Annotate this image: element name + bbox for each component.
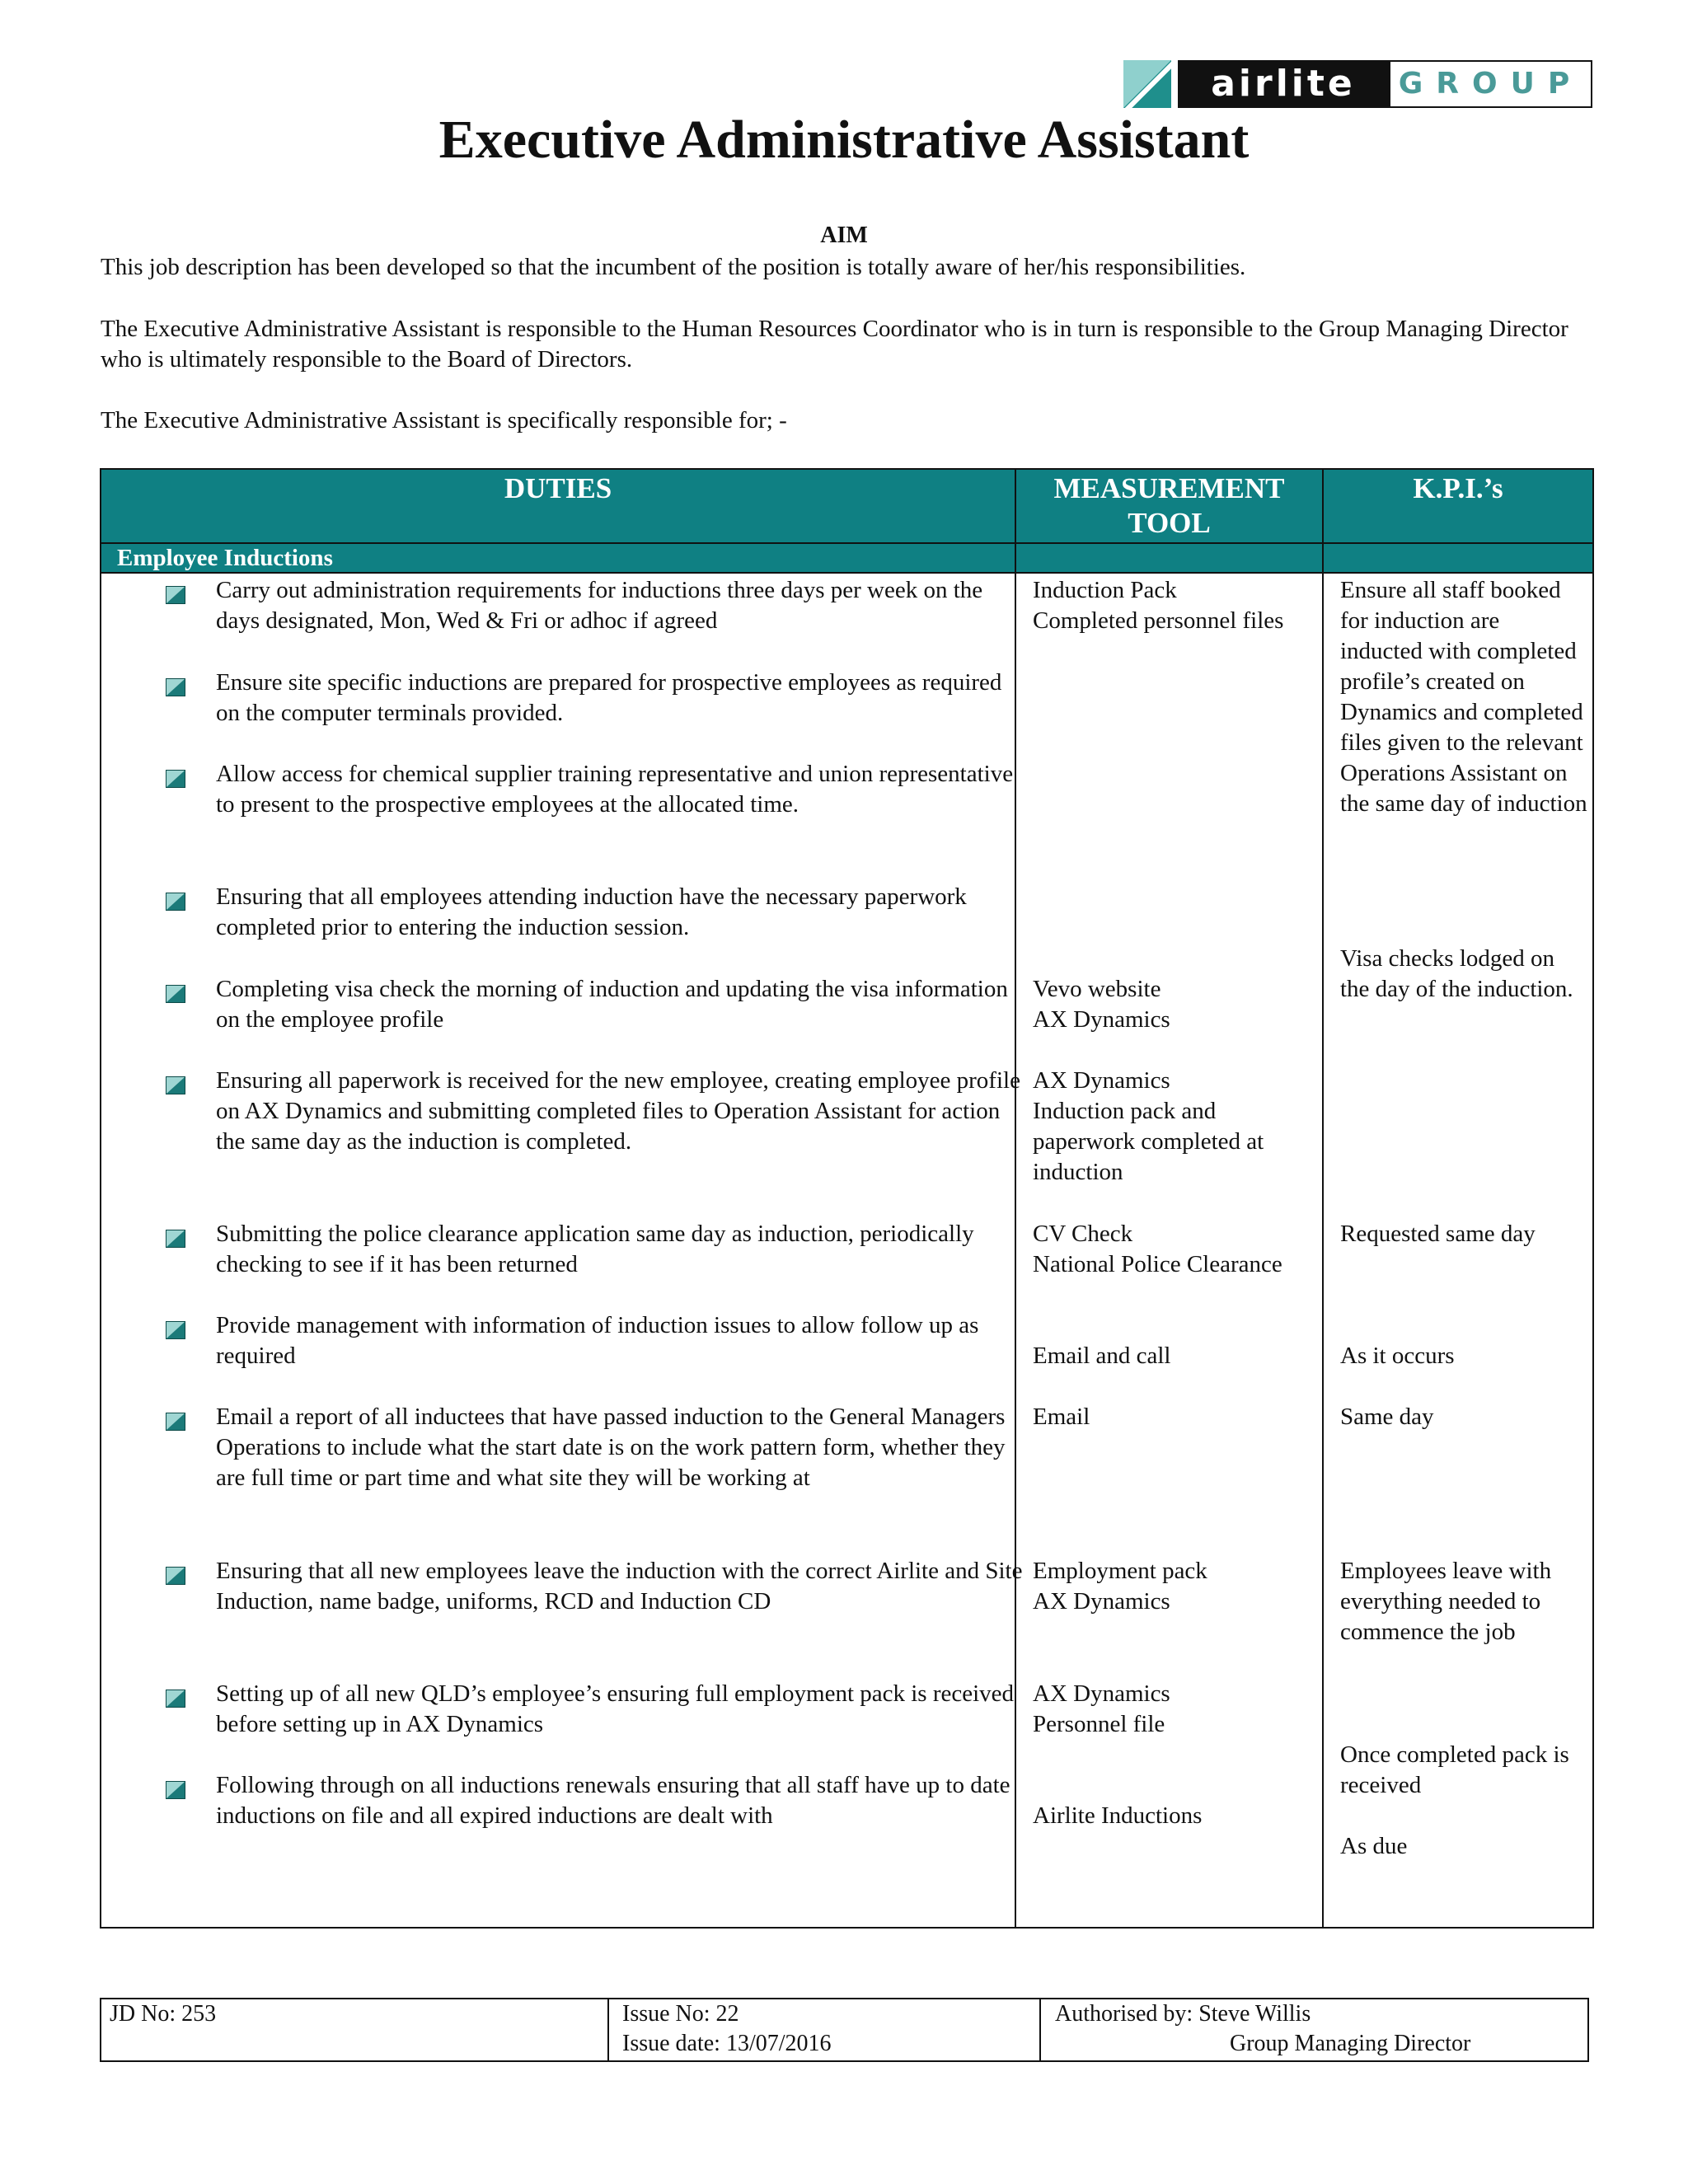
bullet-icon	[166, 1413, 185, 1431]
bullet-icon	[166, 1567, 185, 1585]
bullet-icon	[166, 1230, 185, 1248]
measurement-item: Personnel file	[1033, 1711, 1165, 1737]
document-title: Executive Administrative Assistant	[438, 110, 1250, 170]
kpi-item: Same day	[1340, 1404, 1434, 1430]
column-divider	[1322, 470, 1324, 1927]
measurement-item: Completed personnel files	[1033, 607, 1284, 634]
measurement-item: AX Dynamics	[1033, 1067, 1170, 1094]
bullet-icon	[166, 1690, 185, 1708]
footer-divider	[1039, 1999, 1041, 2060]
measurement-item: AX Dynamics	[1033, 1006, 1170, 1033]
aim-paragraph: This job description has been developed so that the incumbent of the position is totally aware of her/his responsibilities.	[101, 254, 1246, 280]
measurement-item: Email and call	[1033, 1343, 1171, 1369]
bullet-icon	[166, 586, 185, 604]
airlite-logo-mark-icon	[1123, 60, 1171, 108]
measurement-item: Vevo website	[1033, 976, 1161, 1002]
responsibility-intro: The Executive Administrative Assistant is specifically responsible for; -	[101, 407, 787, 434]
kpi-item: Ensure all staff booked for induction are inducted with completed profile’s created on Dynamics and completed files given to the relevant Operations Assistant on the same day of induction	[1340, 577, 1587, 817]
bullet-icon	[166, 985, 185, 1003]
duty-item: Following through on all inductions renewals ensuring that all staff have up to date inductions on file and all expired inductions are dealt with	[216, 1772, 1010, 1829]
aim-heading: AIM	[820, 223, 868, 248]
company-logo	[1123, 60, 1592, 108]
duty-item: Setting up of all new QLD’s employee’s ensuring full employment pack is received before setting up in AX Dynamics	[216, 1680, 1015, 1737]
table-header	[101, 470, 1592, 542]
duty-item: Allow access for chemical supplier training representative and union representative to present to the prospective employees at the allocated time.	[216, 761, 1014, 818]
kpi-item: Once completed pack is received	[1340, 1741, 1569, 1798]
bullet-icon	[166, 770, 185, 788]
measurement-item: Email	[1033, 1404, 1090, 1430]
measurement-item: AX Dynamics	[1033, 1680, 1170, 1707]
header-duties: DUTIES	[504, 472, 612, 504]
jd-number: JD No: 253	[110, 2001, 217, 2027]
duty-item: Provide management with information of induction issues to allow follow up as required	[216, 1312, 979, 1369]
header-measurement-tool: MEASUREMENT TOOL	[1053, 472, 1285, 539]
column-divider	[1322, 470, 1324, 542]
bullet-icon	[166, 893, 185, 911]
logo-brand-name: airlite	[1178, 60, 1389, 108]
authoriser-title: Group Managing Director	[1230, 2031, 1471, 2056]
column-divider	[1322, 544, 1324, 572]
authorised-by: Authorised by: Steve Willis	[1055, 2001, 1311, 2027]
duty-item: Ensuring that all employees attending induction have the necessary paperwork completed prior to entering the induction session.	[216, 883, 967, 940]
reporting-paragraph: The Executive Administrative Assistant is responsible to the Human Resources Coordinator who is in turn is responsible to the Group Managing Director who is ultimately responsible to the Board of Directors.	[101, 316, 1568, 373]
column-divider	[1015, 470, 1016, 542]
duty-item: Ensuring that all new employees leave the induction with the correct Airlite and Site Induction, name badge, uniforms, RCD and Induction CD	[216, 1558, 1023, 1615]
measurement-item: Airlite Inductions	[1033, 1802, 1203, 1829]
issue-number: Issue No: 22	[622, 2001, 739, 2027]
bullet-icon	[166, 1781, 185, 1799]
footer-divider	[607, 1999, 609, 2060]
measurement-item: Induction pack and paperwork completed at induction	[1033, 1098, 1264, 1185]
measurement-item: Induction Pack	[1033, 577, 1177, 603]
authorisation	[1055, 1999, 1582, 2060]
measurement-item: AX Dynamics	[1033, 1588, 1170, 1615]
duty-item: Email a report of all inductees that have passed induction to the General Managers Operations to include what the start date is on the work pattern form, whether they are full time or part time and what site they will be working at	[216, 1404, 1006, 1491]
section-title: Employee Inductions	[117, 545, 333, 571]
kpi-item: Employees leave with everything needed to commence the job	[1340, 1558, 1552, 1645]
section-row	[101, 542, 1592, 574]
issue-date: Issue date: 13/07/2016	[622, 2031, 832, 2056]
kpi-item: Requested same day	[1340, 1221, 1536, 1247]
document-footer	[100, 1998, 1589, 2062]
column-divider	[1015, 544, 1016, 572]
kpi-item: As it occurs	[1340, 1343, 1455, 1369]
bullet-icon	[166, 678, 185, 696]
duty-item: Completing visa check the morning of induction and updating the visa information on the employee profile	[216, 976, 1008, 1033]
duties-table	[100, 468, 1594, 1929]
duty-item: Ensuring all paperwork is received for the new employee, creating employee profile on AX Dynamics and submitting completed files to Operation Assistant for action the same day as the induction is completed.	[216, 1067, 1020, 1155]
header-kpis: K.P.I.’s	[1413, 472, 1503, 504]
issue-info	[622, 1999, 1034, 2060]
duty-item: Submitting the police clearance application same day as induction, periodically checking to see if it has been returned	[216, 1221, 974, 1277]
bullet-icon	[166, 1076, 185, 1094]
measurement-item: Employment pack	[1033, 1558, 1207, 1584]
bullet-icon	[166, 1321, 185, 1339]
measurement-item: CV Check	[1033, 1221, 1133, 1247]
duty-item: Carry out administration requirements for inductions three days per week on the days designated, Mon, Wed & Fri or adhoc if agreed	[216, 577, 983, 634]
kpi-item: As due	[1340, 1833, 1408, 1859]
logo-brand-suffix: GROUP	[1389, 60, 1592, 108]
kpi-item: Visa checks lodged on the day of the induction.	[1340, 945, 1573, 1002]
measurement-item: National Police Clearance	[1033, 1251, 1282, 1277]
duty-item: Ensure site specific inductions are prepared for prospective employees as required on the computer terminals provided.	[216, 669, 1002, 726]
